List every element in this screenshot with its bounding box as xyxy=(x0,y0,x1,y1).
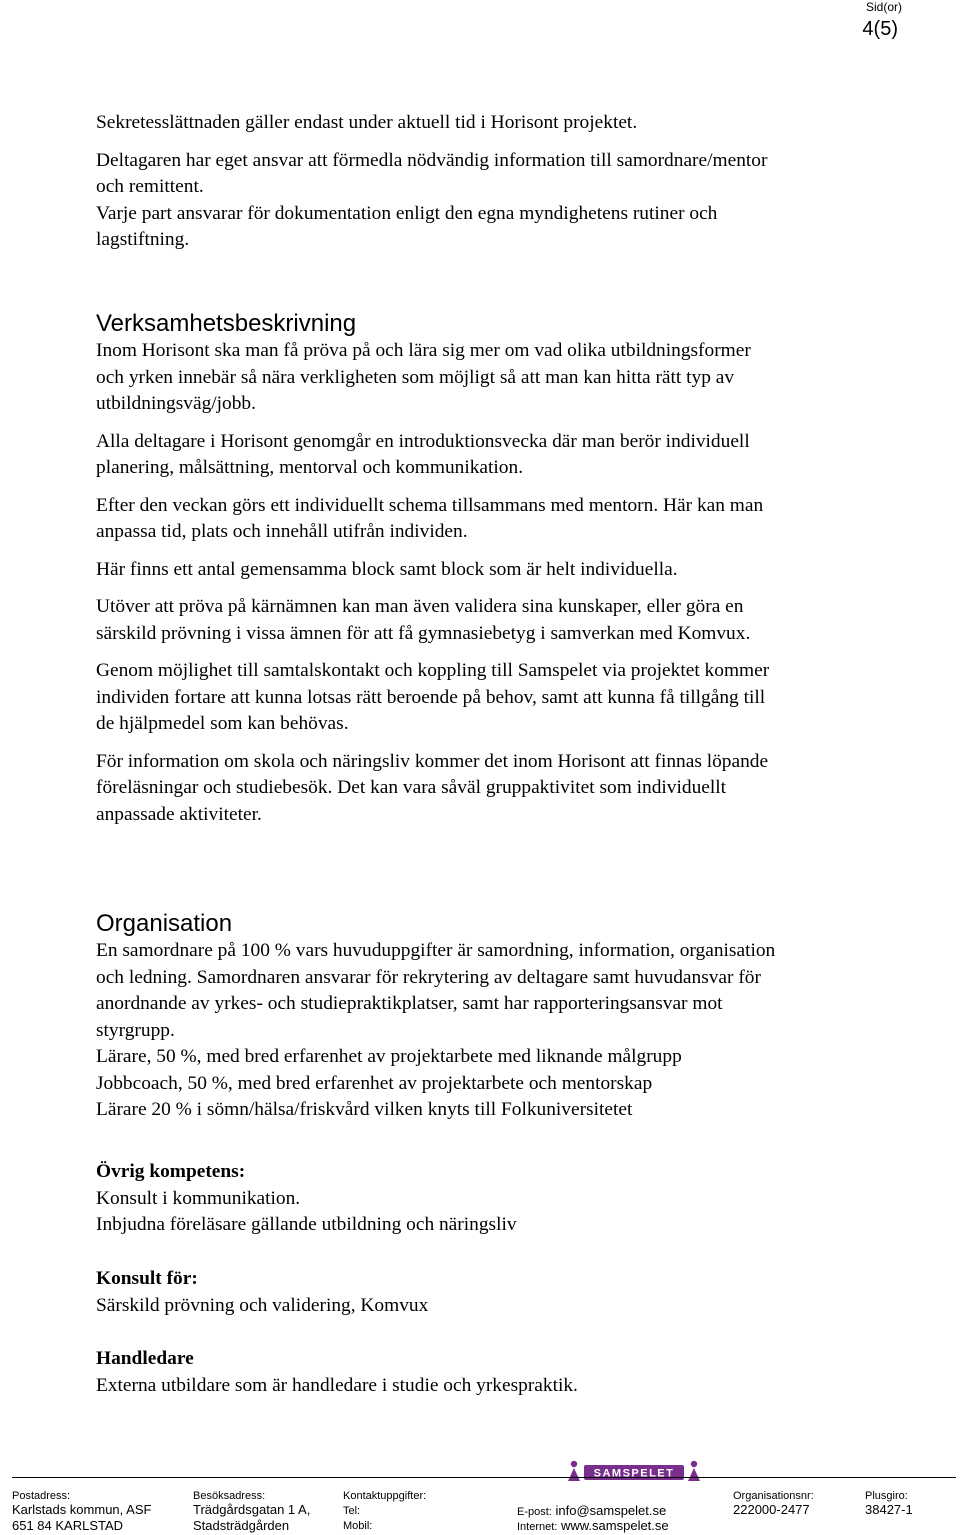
besoksadress-line: Stadsträdgården xyxy=(193,1518,290,1533)
body-line: Lärare, 50 %, med bred erfarenhet av projektarbete med liknande målgrupp xyxy=(96,1046,682,1067)
body-line: anpassade aktiviteter. xyxy=(96,803,262,825)
mobil-label: Mobil: xyxy=(343,1520,373,1532)
body-line: Alla deltagare i Horisont genomgår en introduktionsvecka där man berör individuell xyxy=(96,430,750,452)
plusgiro-label: Plusgiro: xyxy=(865,1490,908,1502)
postadress-label: Postadress: xyxy=(12,1490,71,1502)
internet-row xyxy=(517,1518,669,1535)
intro-paragraph: Sekretesslättnaden gäller endast under aktuell tid i Horisont projektet. xyxy=(96,112,638,133)
kontakt-label: Kontaktuppgifter: xyxy=(343,1490,427,1502)
intro-paragraph: och remittent. xyxy=(96,176,204,197)
postadress-line: Karlstads kommun, ASF xyxy=(12,1502,152,1517)
subheading: Handledare xyxy=(96,1348,194,1369)
samspelet-logo xyxy=(566,1460,702,1482)
body-line: Här finns ett antal gemensamma block samt block som är helt individuella. xyxy=(96,558,678,580)
body-line: Inbjudna föreläsare gällande utbildning och näringsliv xyxy=(96,1214,517,1235)
body-line: utbildningsväg/jobb. xyxy=(96,393,256,414)
intro-paragraph: Deltagaren har eget ansvar att förmedla nödvändig information till samordnare/mentor xyxy=(96,149,768,171)
handledare-section xyxy=(96,1346,926,1399)
body-line: Inom Horisont ska man få pröva på och lära sig mer om vad olika utbildningsformer xyxy=(96,340,751,361)
konsult-section xyxy=(96,1266,926,1319)
body-line: Genom möjlighet till samtalskontakt och koppling till Samspelet via projektet kommer xyxy=(96,660,770,681)
body-line: Efter den veckan görs ett individuellt schema tillsammans med mentorn. Här kan man xyxy=(96,494,764,516)
orgnr-value: 222000-2477 xyxy=(733,1502,810,1517)
body-line: För information om skola och näringsliv kommer det inom Horisont att finnas löpande xyxy=(96,750,769,772)
body-line: Externa utbildare som är handledare i studie och yrkespraktik. xyxy=(96,1374,578,1396)
body-line: Särskild prövning och validering, Komvux xyxy=(96,1294,429,1316)
body-line: föreläsningar och studiebesök. Det kan vara såväl gruppaktivitet som individuellt xyxy=(96,777,727,798)
logo-text: SAMSPELET xyxy=(593,1467,675,1480)
section-heading: Verksamhetsbeskrivning xyxy=(96,310,357,337)
body-line: särskild prövning i vissa ämnen för att få gymnasiebetyg i samverkan med Komvux. xyxy=(96,622,751,644)
footer-divider xyxy=(12,1477,956,1478)
intro-section xyxy=(96,110,926,254)
body-line: Konsult i kommunikation. xyxy=(96,1187,301,1209)
subheading: Övrig kompetens: xyxy=(96,1161,246,1182)
body-line: En samordnare på 100 % vars huvuduppgifter är samordning, information, organisation xyxy=(96,940,776,961)
ovrig-section xyxy=(96,1159,926,1239)
body-line: de hjälpmedel som kan behövas. xyxy=(96,713,349,734)
postadress-line: 651 84 KARLSTAD xyxy=(12,1518,124,1533)
body-line: Utöver att pröva på kärnämnen kan man även validera sina kunskaper, eller göra en xyxy=(96,596,744,617)
intro-paragraph: Varje part ansvarar för dokumentation enligt den egna myndighetens rutiner och xyxy=(96,202,718,224)
body-line: individen fortare att kunna lotsas rätt beroende på behov, samt att kunna få tillgång till xyxy=(96,686,766,708)
tel-label: Tel: xyxy=(343,1505,361,1517)
body-line: anordnande av yrkes- och studiepraktikplatser, samt har rapporteringsansvar mot xyxy=(96,993,723,1014)
intro-paragraph: lagstiftning. xyxy=(96,229,190,250)
verksamhet-section xyxy=(96,310,926,828)
body-line: styrgrupp. xyxy=(96,1019,175,1041)
internet-link[interactable]: www.samspelet.se xyxy=(560,1518,669,1533)
orgnr-label: Organisationsnr: xyxy=(733,1490,814,1502)
besoksadress-label: Besöksadress: xyxy=(193,1490,266,1502)
body-line: Jobbcoach, 50 %, med bred erfarenhet av projektarbete och mentorskap xyxy=(96,1072,653,1094)
section-heading: Organisation xyxy=(96,910,233,937)
subheading: Konsult för: xyxy=(96,1268,198,1289)
body-line: och yrken innebär så nära verkligheten som möjligt så att man kan hitta rätt typ av xyxy=(96,366,735,388)
body-line: planering, målsättning, mentorval och kommunikation. xyxy=(96,457,524,478)
epost-label: E-post: xyxy=(517,1506,552,1518)
organisation-section xyxy=(96,910,926,1124)
besoksadress-line: Trädgårdsgatan 1 A, xyxy=(193,1502,311,1517)
body-line: Lärare 20 % i sömn/hälsa/friskvård vilken knyts till Folkuniversitetet xyxy=(96,1099,633,1120)
page-number: 4(5) xyxy=(862,18,898,40)
epost-link[interactable]: info@samspelet.se xyxy=(555,1503,667,1518)
body-line: och ledning. Samordnaren ansvarar för rekrytering av deltagare samt huvudansvar för xyxy=(96,966,761,988)
body-line: anpassa tid, plats och innehåll utifrån individen. xyxy=(96,521,468,542)
plusgiro-value: 38427-1 xyxy=(865,1502,913,1517)
internet-label: Internet: xyxy=(517,1521,558,1533)
page-label: Sid(or) xyxy=(865,0,902,14)
